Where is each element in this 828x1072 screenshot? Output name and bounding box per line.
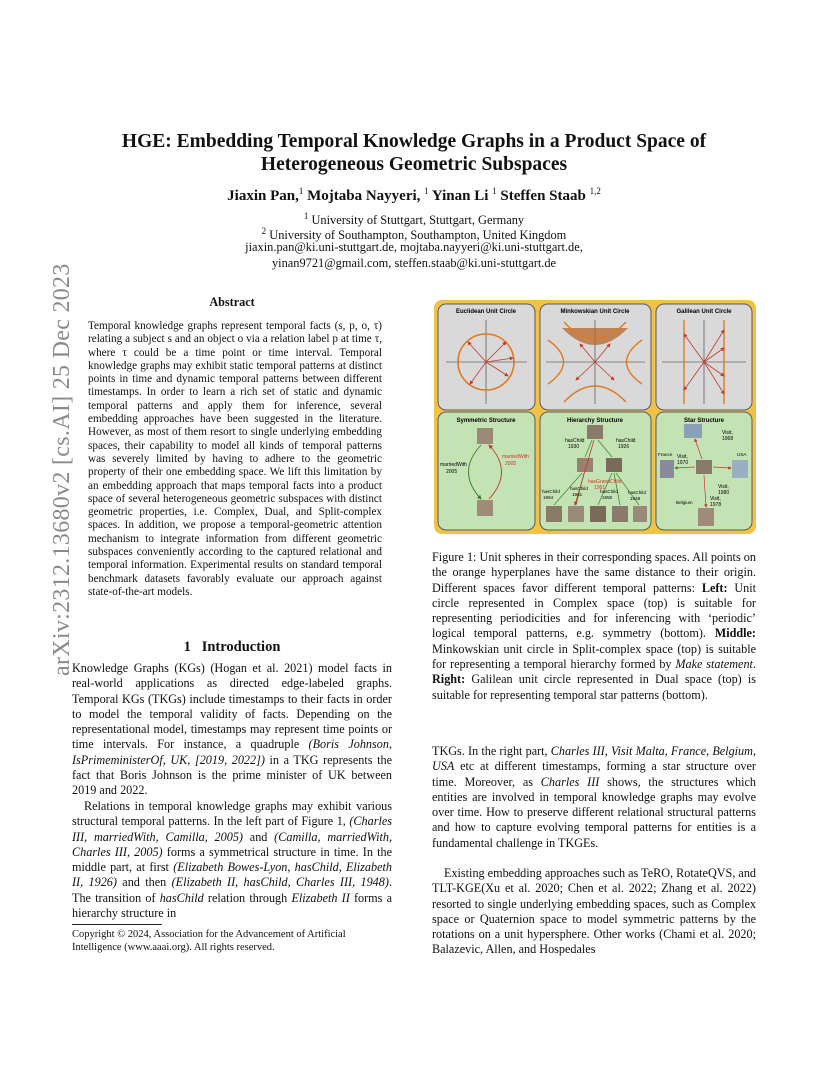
edge-label: 1926 [618, 444, 630, 450]
affil-text: University of Stuttgart, Stuttgart, Germany [311, 213, 525, 228]
right-paragraph-1 [432, 744, 756, 851]
author-emails-1: jiaxin.pan@ki.uni-stuttgart.de, mojtaba.nayyeri@ki.uni-stuttgart.de, [245, 240, 583, 254]
text-run-italic: Charles III, Visit Malta, France, Belgium, USA [432, 744, 756, 774]
galilean-panel [656, 304, 752, 410]
portrait-photo [477, 428, 493, 444]
text-run: Unit circle represented in Complex space (top) is suitable for representing periodicities and for inferencing with ‘periodic’ logical temporal patterns, e.g. symmetry (bottom). [432, 580, 757, 641]
affil-mark: 2 [261, 226, 267, 236]
text-run: shows, the structures which entities are involved in temporal knowledge graphs may evolve over time. How to preserve different relational structural patterns and how to capture evolving temporal patterns for entities is a fundamental challenge in TKGEs. [432, 774, 756, 850]
node-label: USA [737, 452, 747, 457]
minkowskian-panel-title: Minkowskian Unit Circle [560, 309, 630, 315]
text-run-italic: Elizabeth II [291, 890, 350, 905]
section-number: 1 [183, 639, 191, 655]
landmark-photo [698, 508, 714, 526]
portrait-photo [587, 425, 603, 439]
star-structure-panel [656, 412, 752, 530]
euclidean-panel-title: Euclidean Unit Circle [455, 309, 517, 315]
edge-label: 1950 [602, 495, 613, 500]
galilean-panel-title: Galilean Unit Circle [676, 309, 732, 315]
footnote-rule [72, 924, 162, 925]
edge-label: hasGrandChild [588, 479, 622, 485]
portrait-photo [590, 506, 606, 522]
author-name: Jiaxin Pan, [227, 188, 299, 204]
paper-title-line1: HGE: Embedding Temporal Knowledge Graphs in a Product Space of [121, 131, 707, 152]
edge-label: hasChild [616, 438, 636, 444]
author-affil-mark: 1,2 [589, 186, 601, 196]
edge-label: 2005 [446, 469, 458, 475]
edge-label: 1961 [594, 485, 606, 491]
text-run: in a TKG represents the fact that Boris Johnson is the prime minister of UK between 2019 and 2022. [72, 752, 392, 798]
symmetric-structure-panel [438, 412, 535, 530]
affil-text: University of Southampton, Southampton, United Kingdom [269, 228, 567, 243]
edge-label: 1968 [722, 436, 734, 442]
text-run: Minkowskian unit circle in Split-complex space (top) is suitable for representing a temporal hierarchy formed by [432, 641, 756, 672]
right-paragraph-2: Existing embedding approaches such as TeRO, RotateQVS, and TLT-KGE(Xu et al. 2020; Chen et al. 2022; Zhang et al. 2022) resorted to single underlying embedding spaces, such as Complex space or Quaternion space to model symmetric patterns by the rotations on a unit hypersphere. Other works (Chami et al. 2020; Balazevic, Allen, and Hospedales [432, 866, 757, 957]
section-title: Introduction [201, 639, 281, 655]
text-run: Relations in temporal knowledge graphs may exhibit various structural temporal patterns. In the left part of Figure 1, [72, 799, 392, 829]
intro-paragraph-1 [72, 661, 392, 799]
text-run-bold: Left: [701, 580, 728, 595]
edge-label: Visit, [718, 484, 729, 490]
edge-label: hasChild [565, 438, 585, 444]
text-run: forms a hierarchy structure in [72, 890, 392, 921]
portrait-photo [633, 506, 647, 522]
text-run-italic: hasChild [159, 890, 204, 905]
author-affil-mark: 1 [424, 186, 429, 196]
text-run: forms a symmetrical structure in time. In the middle part, at first [72, 844, 393, 875]
text-run: relation through [203, 890, 292, 905]
arxiv-stamp [17, 263, 75, 676]
figure-caption [432, 550, 756, 703]
text-run: etc at different timestamps, forming a star structure over time. Moreover, as [432, 759, 756, 789]
text-run: TKGs. In the right part, [432, 744, 551, 758]
edge-label: Visit, [722, 430, 733, 436]
edge-label: 1930 [568, 444, 580, 450]
author-name: Steffen Staab [500, 188, 586, 204]
hierarchy-structure-panel [540, 412, 651, 530]
copyright-notice: Copyright © 2024, Association for the Advancement of Artificial Intelligence (www.aaai.org). All rights reserved. [72, 929, 346, 953]
edge-label: hasChild [542, 489, 560, 494]
text-run-italic: Charles III [540, 774, 600, 789]
edge-label: Visit, [677, 454, 688, 460]
edge-label: hasChild [570, 486, 588, 491]
author-affil-mark: 1 [298, 186, 304, 196]
paper-title [80, 130, 748, 176]
edge-label: hasChild [628, 490, 646, 495]
abstract-text: Temporal knowledge graphs represent temporal facts (s, p, o, τ) relating a subject s and an object o via a relation label p at time τ, where τ could be a time point or time interval. Temporal knowledge graphs may exhibit static temporal patterns at distinct points in time and dynamic temporal patterns between different timestamps. In order to learn a rich set of static and dynamic temporal patterns and apply them for inference, several embedding approaches have been suggested in the literature. However, as most of them resort to single underlying embedding spaces, their capability to model all kinds of temporal patterns was severely limited by having to adhere to the geometric property of their one embedding space. We lift this limitation by an embedding approach that maps temporal facts into a product space of several heterogeneous geometric subspaces with distinct geometric properties, i.e. Complex, Dual, and Split-complex spaces. In addition, we propose a temporal-geometric attention mechanism to integrate information from different geometric subspaces conveniently according to the captured relational and temporal information. Experimental results on standard temporal benchmark datasets favorably evaluate our approach against state-of-the-art models. [88, 320, 382, 598]
text-run: Galilean unit circle represented in Dual space (top) is suitable for representing temporal star patterns (bottom). [432, 672, 756, 702]
abstract-heading: Abstract [209, 295, 255, 309]
text-run-italic: (Elizabeth Bowes-Lyon, hasChild, Elizabeth II, 1926) [72, 860, 392, 890]
edge-label: Visit, [710, 496, 721, 502]
arxiv-stamp-text: arXiv:2312.13680v2 [cs.AI] 25 Dec 2023 [49, 263, 75, 676]
edge-label: 1948 [630, 496, 641, 501]
edge-label: hasChild [600, 489, 618, 494]
edge-label: 2005 [505, 461, 517, 467]
portrait-photo [546, 506, 562, 522]
affil-mark: 1 [303, 211, 309, 221]
edge-label: 1961 [572, 492, 583, 497]
author-emails-2: yinan9721@gmail.com, steffen.staab@ki.uni-stuttgart.de [271, 256, 557, 270]
text-run: . The transition of [72, 875, 392, 905]
text-run-italic: Make statement [675, 657, 753, 672]
figure-1 [434, 300, 756, 534]
section-heading [72, 639, 392, 656]
text-run-italic: (Charles III, marriedWith, Camilla, 2005) [72, 814, 392, 844]
landmark-photo [684, 424, 702, 438]
portrait-photo [568, 506, 584, 522]
hierarchy-panel-title: Hierarchy Structure [566, 418, 624, 424]
landmark-photo [660, 460, 674, 478]
text-run: and [243, 829, 275, 844]
author-name: Yinan Li [431, 188, 489, 204]
edge-label: 1964 [543, 495, 554, 500]
text-run: and then [116, 875, 172, 890]
landmark-photo [732, 460, 748, 478]
paper-title-line2: Heterogeneous Geometric Subspaces [260, 154, 568, 175]
portrait-photo [612, 506, 628, 522]
intro-paragraph-2 [72, 799, 392, 921]
author-name: Mojtaba Nayyeri, [307, 188, 421, 204]
text-run: Knowledge Graphs (KGs) (Hogan et al. 2021) model facts in real-world applications as directed edge-labeled graphs. Temporal KGs (TKGs) include timestamps to their facts in order to model the temporal validity of facts. Depending on the representational model, timestamps may represent time points or time intervals. For instance, a quadruple [72, 661, 392, 752]
author-affil-mark: 1 [492, 186, 497, 196]
text-run-bold: Middle: [714, 626, 756, 641]
edge-label: 1978 [710, 502, 722, 508]
edge-label: marriedWith [440, 462, 467, 468]
edge-label: 1970 [677, 460, 689, 466]
text-run-italic: (Elizabeth II, hasChild, Charles III, 1948) [171, 875, 389, 890]
star-panel-title: Star Structure [683, 418, 725, 424]
edge-label: marriedWith [502, 454, 529, 460]
text-run-italic: (Boris Johnson, IsPrimeministerOf, UK, [2019, 2022]) [72, 737, 392, 767]
text-run: . [752, 657, 756, 672]
symmetric-panel-title: Symmetric Structure [456, 418, 516, 424]
portrait-photo [606, 458, 622, 472]
text-run: Figure 1: Unit spheres in their corresponding spaces. All points on the orange hyperplanes have the same distance to their origin. Different spaces favor different temporal patterns: [432, 550, 756, 595]
edge-label: 1980 [718, 490, 730, 496]
portrait-photo [696, 460, 712, 474]
node-label: France [658, 452, 673, 457]
author-list [80, 186, 748, 205]
node-label: Belgium [676, 500, 693, 505]
portrait-photo [477, 500, 493, 516]
text-run-italic: (Camilla, marriedWith, Charles III, 2005) [72, 829, 392, 859]
text-run-bold: Right: [432, 672, 466, 687]
minkowskian-panel [540, 304, 651, 410]
euclidean-panel [438, 304, 535, 410]
